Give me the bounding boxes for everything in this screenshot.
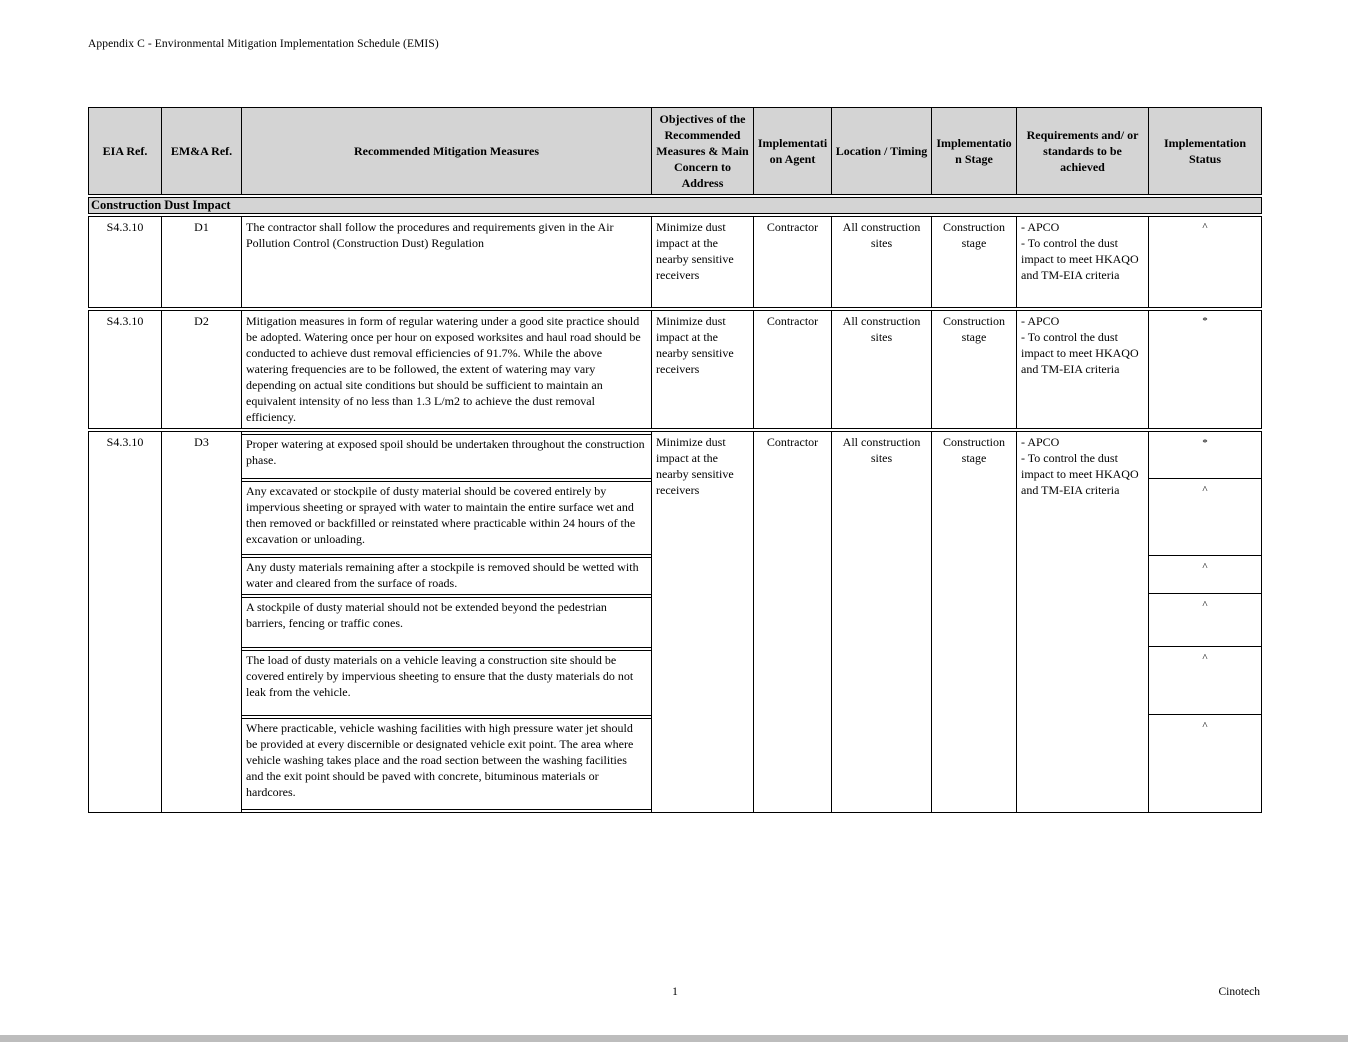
cell-ema-ref: D1 bbox=[161, 217, 241, 307]
cell-ema-ref: D3 bbox=[161, 432, 241, 812]
cell-status: ^ bbox=[1148, 217, 1261, 307]
measure-box: A stockpile of dusty material should not be extended beyond the pedestrian barriers, fencing or traffic cones. bbox=[242, 597, 651, 648]
cell-stage: Construction stage bbox=[931, 311, 1016, 428]
col-header-status bbox=[1148, 108, 1261, 194]
cell-objective: Minimize dust impact at the nearby sensitive receivers bbox=[651, 311, 753, 428]
status-symbol: ^ bbox=[1202, 720, 1208, 732]
requirement-line: - APCO bbox=[1021, 314, 1060, 328]
window-bottom-edge bbox=[0, 1035, 1348, 1042]
page-number: 1 bbox=[672, 986, 678, 998]
footer-company-name: Cinotech bbox=[1218, 986, 1260, 998]
cell-requirements bbox=[1016, 432, 1148, 812]
cell-eia-ref: S4.3.10 bbox=[106, 435, 144, 449]
col-header-ema-ref-label: EM&A Ref. bbox=[170, 144, 233, 158]
cell-stage: Construction stage bbox=[931, 217, 1016, 307]
requirement-line: - APCO bbox=[1021, 220, 1060, 234]
status-symbol: ^ bbox=[1149, 556, 1261, 594]
section-row-construction-dust-impact bbox=[88, 197, 1262, 214]
status-symbol: ^ bbox=[1149, 594, 1261, 647]
col-header-requirements bbox=[1016, 108, 1148, 194]
cell-location: All construction sites bbox=[831, 311, 931, 428]
col-header-status-label: Implementation Status bbox=[1164, 136, 1246, 166]
cell-measure: Mitigation measures in form of regular watering under a good site practice should be adopted. Watering once per hour on exposed worksites and haul road should be conducted to achieve dust removal efficiencies of 91.7%. While the above watering frequencies are to be followed, the extent of watering may vary depending on actual site conditions but should be sufficient to maintain an equivalent intensity of no less than 1.3 L/m2 to achieve the dust removal efficiency. bbox=[241, 311, 651, 428]
cell-location: All construction sites bbox=[831, 217, 931, 307]
document-title: Appendix C - Environmental Mitigation Implementation Schedule (EMIS) bbox=[88, 38, 439, 50]
table-header-row bbox=[88, 107, 1262, 195]
cell-eia-ref: S4.3.10 bbox=[106, 220, 144, 234]
cell-requirements bbox=[1016, 217, 1148, 307]
cell-eia-ref: S4.3.10 bbox=[106, 314, 144, 328]
table-row-d3 bbox=[88, 431, 1262, 813]
col-header-stage-label: Implementation Stage bbox=[936, 136, 1012, 166]
col-header-measures-label: Recommended Mitigation Measures bbox=[353, 144, 540, 158]
col-header-agent bbox=[753, 108, 831, 194]
section-title: Construction Dust Impact bbox=[91, 198, 231, 212]
col-header-ema-ref bbox=[161, 108, 241, 194]
measure-box: Any excavated or stockpile of dusty material should be covered entirely by impervious sheeting or sprayed with water to maintain the entire surface wet and then removed or backfilled or reinstated where practicable within 24 hours of the excavation or unloading. bbox=[242, 481, 651, 555]
cell-agent: Contractor bbox=[753, 432, 831, 812]
measure-box: Proper watering at exposed spoil should be undertaken throughout the construction phase. bbox=[242, 434, 651, 479]
status-symbol: ^ bbox=[1149, 647, 1261, 715]
page-footer bbox=[88, 986, 1262, 1002]
emis-table bbox=[88, 107, 1262, 813]
cell-objective: Minimize dust impact at the nearby sensitive receivers bbox=[651, 432, 753, 812]
col-header-objectives-label: Objectives of the Recommended Measures & Main Concern to Address bbox=[656, 112, 749, 190]
cell-status-stack bbox=[1148, 432, 1261, 812]
measure-box: Where practicable, vehicle washing facilities with high pressure water jet should be provided at every discernible or designated vehicle exit point. The area where vehicle washing takes place and the road section between the washing facilities and the exit point should be paved with concrete, bituminous materials or hardcores. bbox=[242, 718, 651, 810]
col-header-eia-ref bbox=[89, 108, 161, 194]
col-header-eia-ref-label: EIA Ref. bbox=[102, 144, 148, 158]
measure-box: The load of dusty materials on a vehicle leaving a construction site should be covered entirely by impervious sheeting to ensure that the dusty materials do not leak from the vehicle. bbox=[242, 650, 651, 716]
col-header-measures bbox=[241, 108, 651, 194]
table-row-d2 bbox=[88, 310, 1262, 429]
col-header-agent-label: Implementation Agent bbox=[757, 136, 828, 166]
requirement-line: - To control the dust impact to meet HKAQO and TM-EIA criteria bbox=[1021, 451, 1139, 497]
col-header-objectives bbox=[651, 108, 753, 194]
table-row-d1 bbox=[88, 216, 1262, 308]
col-header-location-timing bbox=[831, 108, 931, 194]
col-header-stage bbox=[931, 108, 1016, 194]
status-symbol: ^ bbox=[1149, 479, 1261, 556]
cell-requirements bbox=[1016, 311, 1148, 428]
cell-stage: Construction stage bbox=[931, 432, 1016, 812]
cell-ema-ref: D2 bbox=[161, 311, 241, 428]
col-header-requirements-label: Requirements and/ or standards to be achieved bbox=[1026, 128, 1139, 174]
status-symbol: * bbox=[1149, 432, 1261, 479]
cell-agent: Contractor bbox=[753, 217, 831, 307]
cell-measure: The contractor shall follow the procedures and requirements given in the Air Pollution Control (Construction Dust) Regulation bbox=[241, 217, 651, 307]
measure-box: Any dusty materials remaining after a stockpile is removed should be wetted with water and cleared from the surface of roads. bbox=[242, 557, 651, 595]
requirement-line: - APCO bbox=[1021, 435, 1060, 449]
cell-objective: Minimize dust impact at the nearby sensitive receivers bbox=[651, 217, 753, 307]
requirement-line: - To control the dust impact to meet HKAQO and TM-EIA criteria bbox=[1021, 236, 1139, 282]
cell-measure-stack bbox=[241, 432, 651, 812]
requirement-line: - To control the dust impact to meet HKAQO and TM-EIA criteria bbox=[1021, 330, 1139, 376]
cell-location: All construction sites bbox=[831, 432, 931, 812]
cell-status: * bbox=[1148, 311, 1261, 428]
cell-agent: Contractor bbox=[753, 311, 831, 428]
col-header-location-timing-label: Location / Timing bbox=[835, 144, 928, 158]
